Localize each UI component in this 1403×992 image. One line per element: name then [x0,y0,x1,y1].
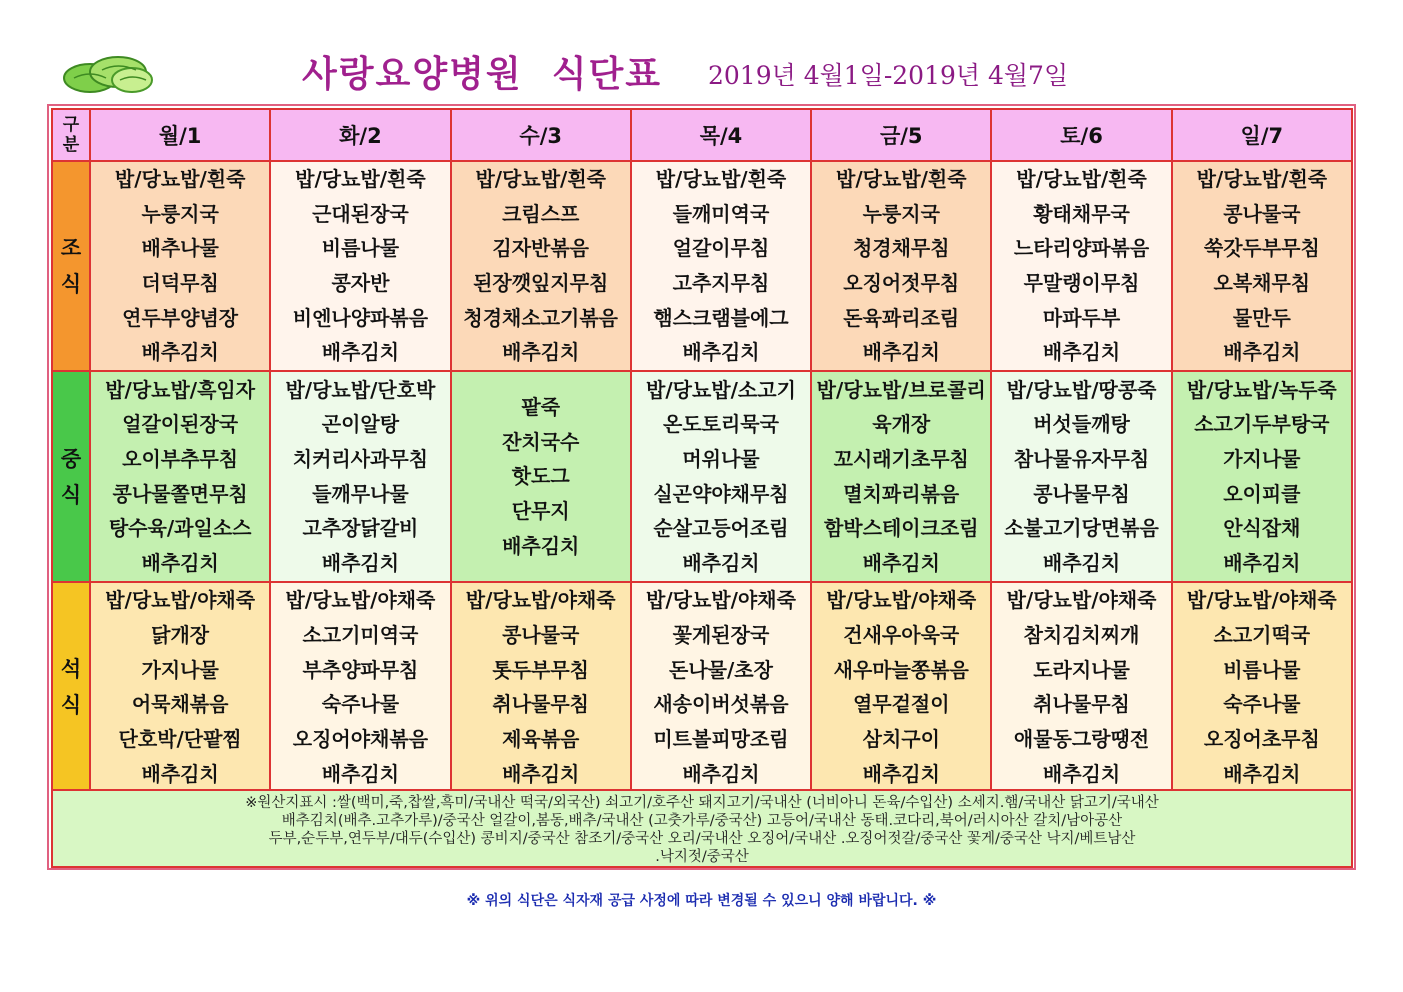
menu-cell [811,582,991,792]
menu-item: 배추김치 [1223,551,1301,575]
menu-cell [270,161,450,371]
menu-item: 콩나물국 [502,622,580,647]
menu-item: 배추김치 [1042,340,1121,365]
menu-item: 삼치구이 [862,726,940,751]
menu-item: 소고기두부탕국 [1194,412,1330,437]
menu-item: 마파두부 [1042,305,1121,330]
menu-item: 순살고등어조림 [653,516,789,541]
menu-item: 참나물유자무침 [1013,446,1150,471]
lettuce-icon [60,48,156,96]
menu-item: 누룽지국 [141,201,219,226]
menu-item: 새우마늘쫑볶음 [833,657,969,682]
menu-item: 배추김치 [1042,551,1121,575]
menu-item: 밥/당뇨밥/흑임자 [105,377,256,402]
menu-item: 밥/당뇨밥/야채죽 [646,588,796,613]
menu-item: 배추김치 [1042,761,1121,786]
menu-item: 돈나물/초장 [669,657,773,682]
menu-item: 고추장닭갈비 [302,516,419,541]
menu-item: 육개장 [872,412,931,437]
menu-item: 밥/당뇨밥/흰죽 [1016,167,1147,191]
menu-item: 배추김치 [321,551,400,575]
origin-note-line: 두부,순두부,연두부/대두(수입산) 콩비지/중국산 참조기/중국산 오리/국내산 오징어/국내산 .오징어젓갈/중국산 꽃게/중국산 낙지/베트남산 [268,831,1136,847]
menu-item: 황태채무국 [1033,201,1130,226]
menu-item: 오이부추무침 [122,446,239,471]
meal-label-char: 식 [60,693,82,718]
menu-item: 오징어초무침 [1203,726,1320,751]
meal-label-char: 석 [60,657,82,682]
menu-cell [631,582,811,792]
menu-item: 미트볼피망조림 [653,726,789,751]
meal-label [52,582,90,792]
menu-cell [451,371,631,582]
menu-item: 된장깻잎지무침 [473,271,609,296]
menu-cell [991,371,1171,582]
gubun-char: 분 [62,135,80,155]
menu-item: 부추양파무침 [302,657,419,682]
menu-item: 물만두 [1232,305,1291,330]
menu-item: 배추김치 [321,761,400,786]
menu-item: 꽃게된장국 [672,622,770,647]
menu-item: 밥/당뇨밥/땅콩죽 [1006,377,1157,402]
menu-item: 배추김치 [862,551,940,575]
menu-cell [1172,161,1352,371]
menu-item: 배추김치 [1223,340,1301,365]
menu-item: 열무겉절이 [852,692,950,717]
menu-item: 배추김치 [682,551,760,575]
menu-item: 오징어젓무침 [843,271,960,296]
menu-item: 새송이버섯볶음 [653,692,789,717]
origin-note [51,789,1353,868]
day-header: 목/4 [631,109,811,161]
menu-item: 밥/당뇨밥/야채죽 [1186,588,1337,613]
menu-item: 크림스프 [502,201,580,226]
meal-row [52,371,1352,582]
menu-item: 밥/당뇨밥/야채죽 [465,588,616,613]
menu-cell [991,161,1171,371]
menu-item: 배추김치 [141,761,219,786]
menu-item: 청경채무침 [852,236,950,261]
menu-item: 건새우아욱국 [843,622,960,647]
menu-cell [451,582,631,792]
menu-item: 밥/당뇨밥/브로콜리 [816,377,986,402]
menu-item: 오이피클 [1223,481,1301,506]
menu-item: 숙주나물 [1223,692,1301,717]
menu-cell [90,371,270,582]
menu-item: 안식잡채 [1223,516,1301,541]
menu-item: 소불고기당면볶음 [1004,516,1159,541]
menu-cell [631,371,811,582]
menu-item: 느타리양파볶음 [1013,236,1150,261]
menu-cell [451,161,631,371]
menu-item: 배추김치 [141,551,219,575]
menu-item: 오징어야채볶음 [292,726,429,751]
menu-item: 배추김치 [682,340,760,365]
day-header: 월/1 [90,109,270,161]
menu-item: 김자반볶음 [492,236,589,261]
menu-item: 콩나물무침 [1033,481,1130,506]
menu-item: 오복채무침 [1213,271,1311,296]
menu-item: 배추김치 [321,340,400,365]
menu-item: 비엔나양파볶음 [292,305,429,330]
menu-item: 제육볶음 [502,726,580,751]
menu-item: 잔치국수 [502,429,580,454]
date-range: 2019년 4월1일-2019년 4월7일 [708,61,1069,90]
menu-item: 밥/당뇨밥/흰죽 [1196,167,1328,191]
origin-note-line: .낙지젓/중국산 [655,849,749,865]
menu-item: 배추김치 [862,340,940,365]
menu-item: 배추김치 [502,340,580,365]
menu-item: 고추지무침 [672,271,770,296]
menu-item: 돈육꽈리조림 [843,305,960,330]
menu-cell [1172,582,1352,792]
meal-label-char: 중 [60,446,82,471]
menu-item: 쑥갓두부무침 [1203,236,1320,261]
menu-item: 함박스테이크조림 [823,516,979,541]
menu-item: 치커리사과무침 [292,446,429,471]
menu-item: 가지나물 [1223,446,1301,471]
menu-item: 단무지 [511,498,570,523]
menu-item: 취나물무침 [1033,692,1130,717]
menu-item: 팥죽 [521,394,561,419]
menu-item: 밥/당뇨밥/야채죽 [826,588,977,613]
menu-cell [90,161,270,371]
menu-item: 어묵채볶음 [131,692,229,717]
menu-item: 비름나물 [1223,657,1301,682]
menu-item: 더덕무침 [141,271,219,296]
menu-item: 배추김치 [502,533,580,558]
origin-note-line: ※원산지표시 :쌀(백미,죽,찹쌀,흑미/국내산 떡국/외국산) 쇠고기/호주산 돼지고기/국내산 (너비아니 돈육/수입산) 소세지.햄/국내산 닭고기/국내산 [245,795,1159,811]
menu-item: 들깨미역국 [672,201,770,226]
menu-cell [1172,371,1352,582]
menu-item: 탕수육/과일소스 [108,516,252,541]
menu-item: 배추나물 [141,236,219,261]
menu-item: 배추김치 [141,340,219,365]
menu-item: 밥/당뇨밥/흰죽 [655,167,787,191]
menu-item: 멸치꽈리볶음 [843,481,960,506]
menu-item: 취나물무침 [492,692,589,717]
menu-item: 도라지나물 [1033,657,1130,682]
menu-item: 톳두부무침 [492,657,589,682]
menu-item: 밥/당뇨밥/단호박 [285,377,436,402]
menu-item: 머위나물 [682,446,760,471]
meal-label-char: 식 [60,482,82,507]
menu-item: 콩나물쫄면무침 [112,481,248,506]
menu-item: 배추김치 [682,761,760,786]
menu-item: 누룽지국 [862,201,940,226]
menu-item: 꼬시래기초무침 [833,446,969,471]
origin-note-line: 배추김치(배추.고추가루)/중국산 얼갈이,봄동,배추/국내산 (고춧가루/중국산) 고등어/국내산 동태.코다리,북어/러시아산 갈치/남아공산 [281,813,1123,829]
day-header: 금/5 [811,109,991,161]
menu-item: 밥/당뇨밥/흰죽 [475,167,606,191]
meal-label [52,371,90,582]
menu-cell [811,371,991,582]
menu-cell [270,582,450,792]
day-header: 수/3 [451,109,631,161]
meal-label-char: 식 [60,272,82,297]
gubun-char: 구 [62,115,80,135]
menu-item: 청경채소고기볶음 [463,305,618,330]
menu-item: 애물동그랑땡전 [1013,726,1150,751]
menu-cell [991,582,1171,792]
menu-item: 무말랭이무침 [1023,271,1140,296]
day-header: 화/2 [270,109,450,161]
menu-item: 배추김치 [1223,761,1301,786]
gubun-header [52,109,90,161]
menu-item: 곤이알탕 [321,412,400,437]
menu-item: 들깨무나물 [312,481,409,506]
menu-item: 소고기미역국 [302,622,419,647]
meal-label-char: 조 [60,236,82,261]
menu-item: 버섯들깨탕 [1033,412,1130,437]
meal-row [52,582,1352,792]
menu-item: 단호박/단팥찜 [118,726,242,751]
menu-item: 콩자반 [331,271,390,296]
menu-item: 밥/당뇨밥/야채죽 [285,588,436,613]
menu-item: 온도토리묵국 [663,412,779,437]
meal-row [52,161,1352,371]
menu-item: 핫도그 [511,464,570,489]
menu-item: 참치김치찌개 [1023,622,1140,647]
menu-item: 밥/당뇨밥/녹두죽 [1186,377,1337,402]
menu-item: 밥/당뇨밥/흰죽 [295,167,426,191]
page-title: 사랑요양병원 식단표 [302,54,663,95]
menu-item: 밥/당뇨밥/흰죽 [114,167,246,191]
menu-item: 비름나물 [321,236,400,261]
bottom-notice: ※ 위의 식단은 식자재 공급 사정에 따라 변경될 수 있으니 양해 바랍니다. ※ [466,893,937,909]
menu-item: 밥/당뇨밥/소고기 [646,377,796,402]
day-header: 일/7 [1172,109,1352,161]
menu-cell [631,161,811,371]
day-header: 토/6 [991,109,1171,161]
meal-label [52,161,90,371]
menu-item: 햄스크램블에그 [653,305,789,330]
menu-item: 밥/당뇨밥/야채죽 [1006,588,1157,613]
menu-cell [811,161,991,371]
menu-item: 가지나물 [141,657,219,682]
menu-item: 밥/당뇨밥/야채죽 [105,588,256,613]
menu-table [51,108,1353,793]
menu-item: 배추김치 [862,761,940,786]
menu-item: 콩나물국 [1223,201,1301,226]
menu-item: 근대된장국 [312,201,409,226]
menu-item: 숙주나물 [321,692,400,717]
menu-cell [90,582,270,792]
menu-item: 밥/당뇨밥/흰죽 [836,167,967,191]
menu-item: 닭개장 [151,622,210,647]
menu-item: 연두부양념장 [122,305,239,330]
menu-item: 배추김치 [502,761,580,786]
menu-item: 얼갈이된장국 [122,412,239,437]
menu-item: 얼갈이무침 [672,236,770,261]
menu-item: 소고기떡국 [1213,622,1311,647]
menu-cell [270,371,450,582]
menu-item: 실곤약야채무침 [653,481,789,506]
